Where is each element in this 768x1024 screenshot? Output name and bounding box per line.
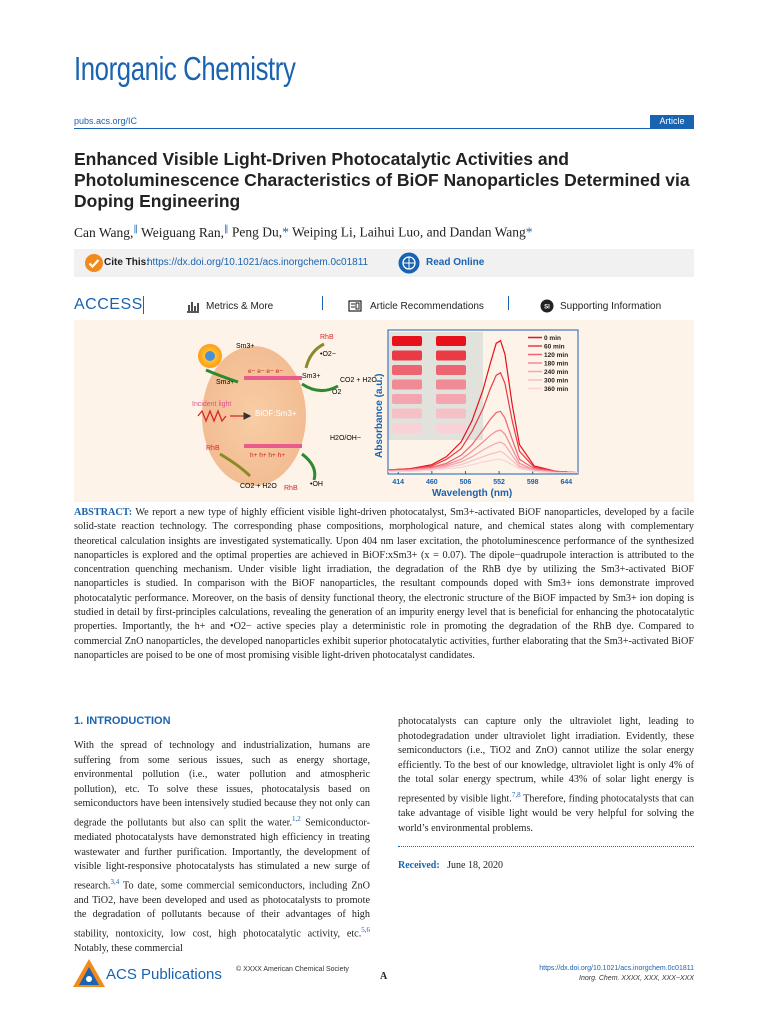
valence-band (244, 444, 302, 448)
divider (322, 296, 323, 310)
abstract-label: ABSTRACT: (74, 507, 133, 518)
biof-sm-label: BiOF:Sm3+ (255, 409, 297, 418)
hydroxyl-label: •OH (310, 481, 323, 488)
x-tick-label: 460 (426, 479, 438, 486)
citation-ref[interactable]: 7,8 (511, 790, 521, 799)
legend-label: 0 min (544, 335, 561, 342)
sun-center (205, 351, 215, 361)
supporting-info-icon[interactable] (540, 299, 554, 313)
toc-graphic (190, 326, 580, 498)
legend-label: 360 min (544, 386, 569, 393)
reaction-arrow (302, 454, 315, 480)
article-type-badge: Article (650, 115, 694, 128)
metrics-icon[interactable] (186, 299, 200, 313)
reaction-arrow (302, 384, 338, 391)
read-online-globe-icon[interactable] (398, 252, 420, 274)
section-heading-introduction: 1. INTRODUCTION (74, 715, 171, 727)
rhb-vial-photo (388, 332, 483, 440)
doi-link[interactable]: https://dx.doi.org/10.1021/acs.inorgchem.0c01811 (147, 257, 369, 268)
co2-right-label: CO2 + H2O (340, 377, 377, 384)
x-tick-label: 598 (526, 479, 539, 486)
sm-top-label: Sm3+ (236, 343, 255, 350)
legend-label: 180 min (544, 360, 569, 368)
author[interactable]: Laihui Luo, (359, 224, 424, 240)
journal-url-link[interactable]: pubs.acs.org/IC (74, 116, 138, 126)
sm-right-label: Sm3+ (302, 373, 321, 380)
citation-ref[interactable]: 1,2 (292, 814, 301, 823)
x-tick-label: 506 (459, 479, 472, 486)
vial-sample (392, 423, 422, 433)
abstract-text: We report a new type of highly efficient visible light-driven photocatalyst, Sm3+-activated BiOF nanoparticles, developed by a facile solid-state reaction technology. The corresponding phase compositions, morphological nature, and chemical states along with complementary theoretical calculation insights are investigated systematically. Upon 404 nm laser excitation, the photoluminescence performance of the synthesized nanoparticles is explored and the optimal properties are achieved in BiOF:xSm3+ (x = 0.07). The dipole−quadrupole interaction is attributed to the concentration quenching mechanism. Under visible light irradiation, the degradation of the RhB dye by utilizing the Sm3+-activated BiOF nanoparticles is studied. In comparison with the BiOF nanoparticles, the resultant compounds doped with Sm3+ ions demonstrate improved photocatalytic performance. Moreover, on the basis of density functional theory, the electronic structure of the BiOF impacted by Sm3+ ion doping is studied in detail by first-principles calculations, revealing the generation of an impurity energy level that is beneficial for enhancing the photocatalytic properties. Importantly, the h+ and •O2− active species play a deterministic role in promoting the degradation of the RhB dye. Compared to commercial ZnO nanoparticles, the developed nanoparticles exhibit superior photocatalytic activities, further elaborating that the Sm3+-activated BiOF nanoparticles are poised to be one of most promising visible light-driven photocatalyst candidates. (74, 507, 694, 661)
vial-sample (392, 336, 422, 346)
co2-bottom-label: CO2 + H2O (240, 483, 277, 490)
holes-label: h+ h+ h+ h+ (250, 452, 286, 459)
vial-sample (436, 394, 466, 404)
superoxide-label: •O2− (320, 351, 336, 358)
header-rule (74, 128, 694, 129)
x-tick-label: 644 (560, 479, 573, 486)
article-title: Enhanced Visible Light-Driven Photocatalytic Activities and Photoluminescence Characteristics of BiOF Nanoparticles Determined via Doping Engineering (74, 149, 690, 211)
svg-text:SI: SI (544, 304, 550, 311)
vial-sample (436, 351, 466, 361)
chart-ylabel: Absorbance (a.u.) (374, 373, 385, 458)
article-recommendations-icon[interactable] (348, 299, 362, 313)
footer-doi-link[interactable]: https://dx.doi.org/10.1021/acs.inorgchem.0c01811 (539, 965, 694, 972)
sm-left-label: Sm3+ (216, 379, 235, 386)
vial-sample (392, 351, 422, 361)
received-date (398, 860, 503, 871)
legend-label: 300 min (544, 377, 569, 385)
citation-ref[interactable]: 3,4 (110, 877, 120, 886)
rhb-top-label: RhB (320, 334, 334, 341)
journal-title: Inorganic Chemistry (74, 50, 296, 87)
vial-sample (392, 409, 422, 419)
x-tick-label: 552 (493, 479, 505, 486)
abstract (74, 506, 694, 663)
copyright: © XXXX American Chemical Society (236, 966, 349, 973)
legend-label: 60 min (544, 343, 565, 351)
intro-column-left (74, 739, 370, 956)
rhb-left-label: RhB (206, 445, 220, 452)
incident-light-label: Incident light (192, 401, 232, 408)
intro-paragraph-text: To date, some commercial semiconductors, including ZnO and TiO2, have been developed and used as photocatalysts to promote the degradation of pollutants because of their advantages of high stability, nontoxicity, low cost, high photocatalytic activity, etc. (74, 880, 370, 940)
legend-label: 120 min (544, 352, 569, 359)
legend-label: 240 min (544, 369, 569, 376)
h2o-oh-label: H2O/OH− (330, 435, 361, 442)
received-divider (398, 846, 694, 848)
vial-sample (392, 365, 422, 375)
author[interactable]: Peng Du,* (231, 224, 289, 240)
citation-ref[interactable]: 5,6 (361, 925, 370, 934)
intro-column-right (398, 715, 694, 836)
recommendations-link[interactable]: Article Recommendations (370, 301, 484, 312)
read-online-button[interactable]: Read Online (426, 257, 485, 268)
mechanism-scheme (192, 334, 377, 492)
received-label: Received: (398, 860, 440, 871)
vial-sample (392, 380, 422, 390)
publisher-name[interactable]: ACS Publications (106, 966, 222, 983)
vial-sample (436, 423, 466, 433)
cite-label: Cite This: (104, 257, 150, 268)
oxygen-label: O2 (332, 389, 342, 396)
author-list (74, 223, 533, 241)
metrics-link[interactable]: Metrics & More (206, 301, 274, 312)
intro-paragraph-text: Therefore, finding photocatalysts that can take advantage of visible light would be very helpful for solving the world’s environmental problems. (398, 793, 694, 834)
electrons-label: e− e− e− e− (248, 368, 284, 375)
vial-sample (436, 380, 466, 390)
author[interactable]: Weiping Li, (291, 224, 357, 240)
supporting-info-link[interactable]: Supporting Information (560, 301, 662, 312)
footer-citation: Inorg. Chem. XXXX, XXX, XXX−XXX (579, 975, 694, 982)
access-divider (143, 296, 144, 314)
vial-sample (436, 336, 466, 346)
cite-icon[interactable] (84, 253, 104, 273)
access-label: ACCESS (74, 296, 143, 313)
author[interactable]: Can Wang,∥ (74, 223, 138, 240)
page-number: A (380, 971, 388, 982)
vial-sample (436, 365, 466, 375)
conduction-band (244, 376, 302, 380)
intro-paragraph-text: Notably, these commercial (74, 942, 183, 954)
divider (508, 296, 509, 310)
intro-paragraph-text: photocatalysts can capture only the ultraviolet light, leading to photodegradation under ultraviolet light irradiation. Evidently, these semiconductors (i.e., TiO2 and ZnO) cannot utilize the solar energy efficiently. To the best of our knowledge, ultraviolet light is only 4% of the total solar energy spectrum, while 43% of solar light energy is represented by visible light. (398, 716, 694, 805)
received-value: June 18, 2020 (447, 860, 503, 871)
rhb-bottom-label: RhB (284, 485, 298, 492)
intro-paragraph-text: Semiconductor-mediated photocatalysts have demonstrated high efficiency in treating wastewater and further purification. Importantly, the development of visible light-responsive photocatalysts has stimulated a new surge of research. (74, 817, 370, 892)
author[interactable]: Weiguang Ran,∥ (141, 223, 229, 240)
chart-xlabel: Wavelength (nm) (432, 488, 513, 498)
acs-logo-icon[interactable] (72, 958, 106, 988)
author[interactable]: and Dandan Wang* (426, 224, 533, 240)
vial-sample (392, 394, 422, 404)
x-tick-label: 414 (392, 479, 405, 486)
intro-paragraph-text: With the spread of technology and industrialization, humans are suffering from some serious issues, such as energy shortage, environmental pollution (i.e., water pollution and atmospheric pollution), etc. To solve these issues, photocatalysis based on semiconductors have been intensively studied because they not only can degrade the pollutants but also can split the water. (74, 740, 370, 829)
vial-sample (436, 409, 466, 419)
